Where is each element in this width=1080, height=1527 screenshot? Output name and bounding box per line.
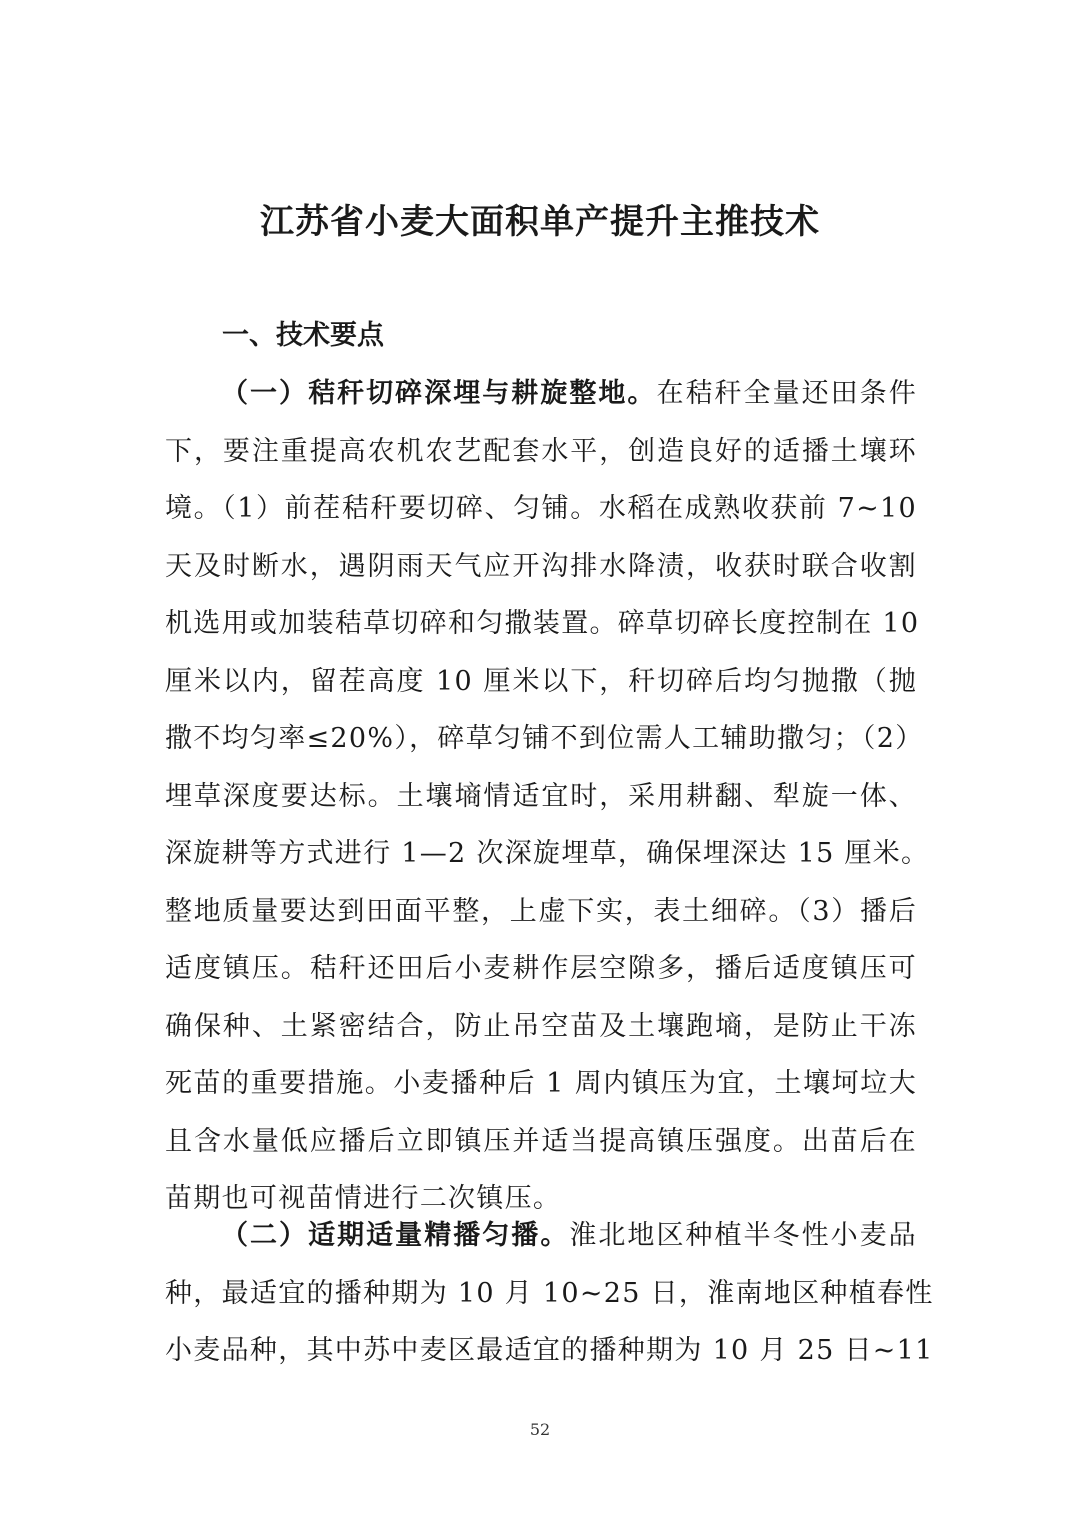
paragraph-straw-incorporation xyxy=(165,365,930,1228)
section-heading: 一、技术要点 xyxy=(222,320,384,351)
paragraph-line: 确保种、土紧密结合，防止吊空苗及土壤跑墒，是防止干冻 xyxy=(165,1010,917,1042)
paragraph-line: 撒不均匀率≤20%），碎草匀铺不到位需人工辅助撒匀；（2） xyxy=(165,723,924,754)
paragraph-line: 适度镇压。秸秆还田后小麦耕作层空隙多，播后适度镇压可 xyxy=(165,953,917,984)
paragraph-line: 死苗的重要措施。小麦播种后 1 周内镇压为宜，土壤坷垃大 xyxy=(165,1068,917,1099)
paragraph-line: 且含水量低应播后立即镇压并适当提高镇压强度。出苗后在 xyxy=(165,1125,917,1157)
paragraph-line: 境。（1）前茬秸秆要切碎、匀铺。水稻在成熟收获前 7~10 xyxy=(165,493,917,524)
paragraph-line: 机选用或加装秸草切碎和匀撒装置。碎草切碎长度控制在 10 xyxy=(165,608,920,639)
paragraph-line: 深旋耕等方式进行 1—2 次深旋埋草，确保埋深达 15 厘米。 xyxy=(165,838,930,869)
document-title: 江苏省小麦大面积单产提升主推技术 xyxy=(260,202,820,242)
page-number: 52 xyxy=(529,1420,551,1439)
paragraph-line: 苗期也可视苗情进行二次镇压。 xyxy=(165,1183,562,1214)
paragraph-line: 种，最适宜的播种期为 10 月 10~25 日，淮南地区种植春性 xyxy=(165,1277,934,1309)
paragraph-line: 下，要注重提高农机农艺配套水平，创造良好的适播土壤环 xyxy=(165,435,917,467)
paragraph-line: 整地质量要达到田面平整，上虚下实，表土细碎。（3）播后 xyxy=(165,895,917,927)
paragraph-line: 天及时断水，遇阴雨天气应开沟排水降渍，收获时联合收割 xyxy=(165,550,917,582)
paragraph-line: （一）秸秆切碎深埋与耕旋整地。在秸秆全量还田条件 xyxy=(221,378,918,409)
paragraph-sowing-period xyxy=(165,1207,934,1380)
paragraph-line: （二）适期适量精播匀播。淮北地区种植半冬性小麦品 xyxy=(221,1220,917,1251)
paragraph-heading: （二）适期适量精播匀播。 xyxy=(221,1220,570,1251)
paragraph-heading: （一）秸秆切碎深埋与耕旋整地。 xyxy=(221,378,657,409)
paragraph-line: 厘米以内，留茬高度 10 厘米以下，秆切碎后均匀抛撒（抛 xyxy=(165,665,917,697)
paragraph-line: 埋草深度要达标。土壤墒情适宜时，采用耕翻、犁旋一体、 xyxy=(165,780,917,812)
paragraph-line: 小麦品种，其中苏中麦区最适宜的播种期为 10 月 25 日~11 xyxy=(165,1335,934,1366)
